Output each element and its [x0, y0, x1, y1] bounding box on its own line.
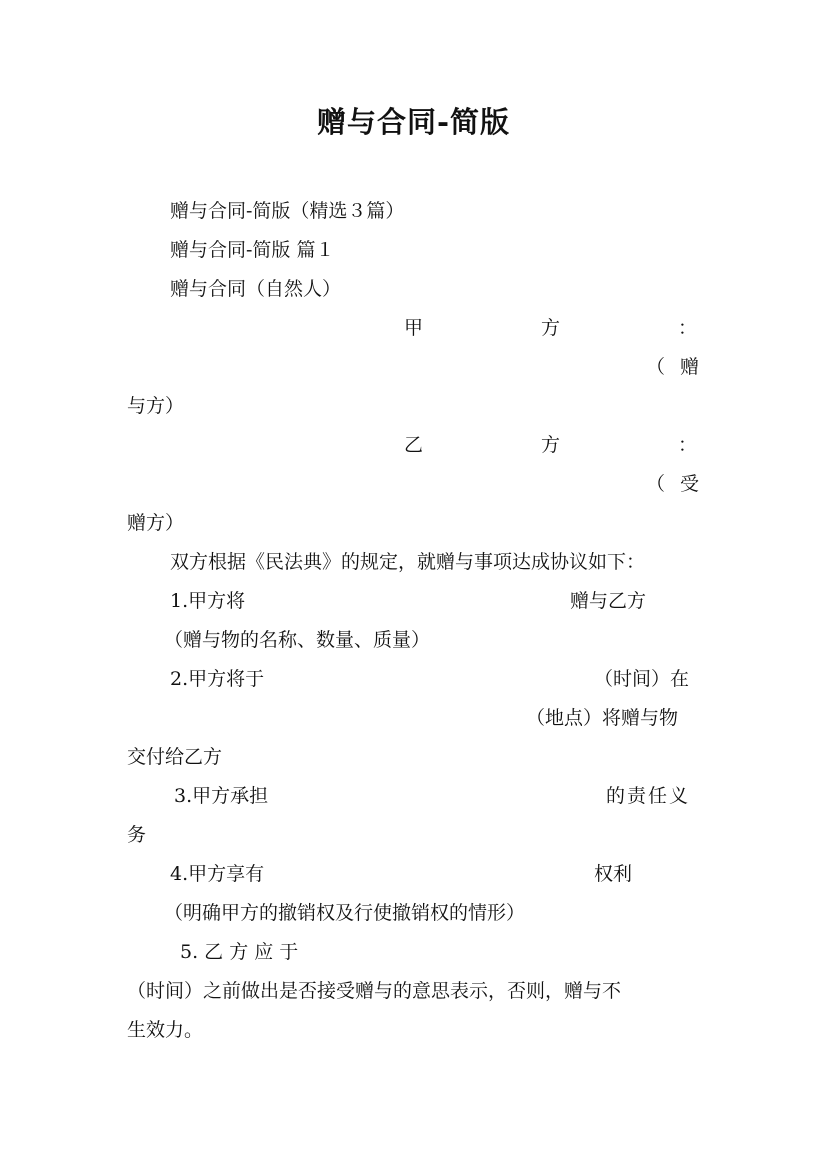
clause-2-mid: （时间）在	[594, 668, 690, 690]
subtitle: 赠与合同-简版（精选３篇）	[170, 200, 405, 222]
contract-name: 赠与合同（自然人）	[170, 278, 342, 300]
clause-4-end: 权利	[594, 863, 633, 885]
party-a-role-cont: 与方）	[127, 395, 185, 417]
party-a-label-char: 甲	[404, 317, 424, 339]
clause-5-body: （时间）之前做出是否接受赠与的意思表示，否则，赠与不	[127, 980, 622, 1002]
party-b-label-char: 乙	[404, 434, 424, 456]
party-b-role-cont: 赠方）	[127, 512, 185, 534]
party-b-role: 受	[680, 473, 700, 495]
clause-1-note: （赠与物的名称、数量、质量）	[164, 629, 431, 651]
clause-1-start: 1.甲方将	[170, 590, 246, 612]
party-b-role-paren: （	[646, 473, 666, 495]
clause-5-cont: 生效力。	[127, 1019, 204, 1041]
clause-1-end: 赠与乙方	[570, 590, 647, 612]
agreement-intro: 双方根据《民法典》的规定，就赠与事项达成协议如下：	[170, 551, 646, 573]
document-title: 赠与合同-简版	[316, 105, 511, 139]
clause-4-note: （明确甲方的撤销权及行使撤销权的情形）	[164, 902, 526, 924]
party-a-role-paren: （	[646, 356, 666, 378]
party-a-colon: ：	[678, 317, 698, 339]
clause-5-start: 5. 乙 方 应 于	[180, 941, 299, 963]
section-heading: 赠与合同-简版 篇１	[170, 239, 335, 261]
clause-3-start: 3.甲方承担	[174, 785, 269, 807]
clause-2-cont: 交付给乙方	[127, 746, 223, 768]
party-a-label-char: 方	[541, 317, 561, 339]
party-b-label-char: 方	[541, 434, 561, 456]
clause-2-end: （地点）将赠与物	[526, 707, 679, 729]
clause-3-cont: 务	[127, 824, 147, 846]
clause-4-start: 4.甲方享有	[170, 863, 265, 885]
party-a-role: 赠	[680, 356, 700, 378]
clause-2-start: 2.甲方将于	[170, 668, 265, 690]
clause-3-end: 的责任义	[606, 785, 691, 807]
party-b-colon: ：	[678, 434, 698, 456]
